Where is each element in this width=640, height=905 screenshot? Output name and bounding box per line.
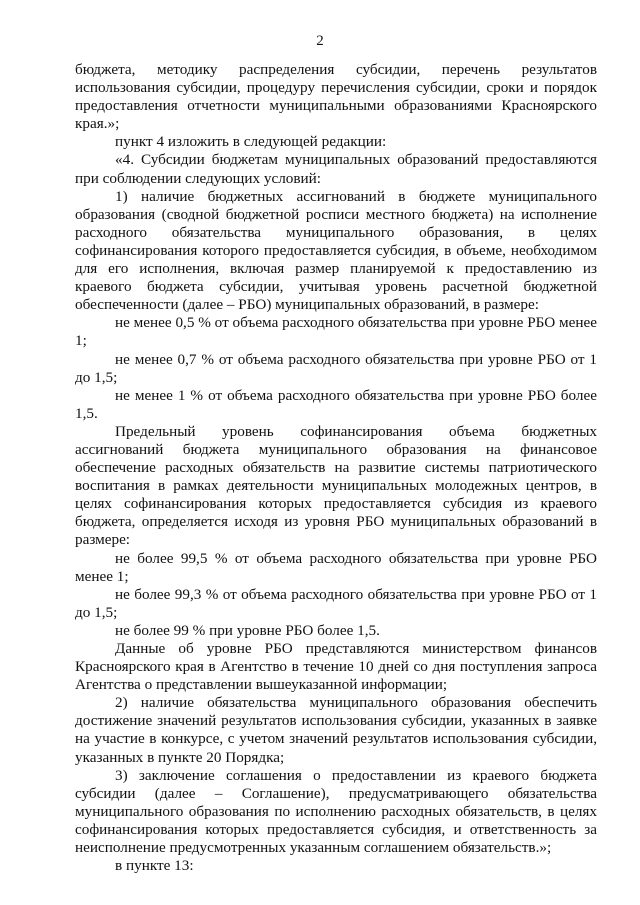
paragraph: не менее 0,7 % от объема расходного обязательства при уровне РБО от 1 до 1,5; bbox=[75, 350, 597, 386]
page-number: 2 bbox=[316, 33, 324, 49]
paragraph: в пункте 13: bbox=[115, 857, 194, 875]
paragraph: пункт 4 изложить в следующей редакции: bbox=[115, 133, 387, 151]
document-body bbox=[75, 61, 597, 875]
paragraph: 1) наличие бюджетных ассигнований в бюджете муниципального образования (сводной бюджетной росписи местного бюджета) на исполнение расходного обязательства муниципального образования, в целях софинансирования которого предоставляется субсидия, в объеме, необходимом для его исполнения, включая размер планируемой к предоставлению из краевого бюджета субсидии, учитывая уровень расчетной бюджетной обеспеченности (далее – РБО) муниципальных образований, в размере: bbox=[75, 187, 597, 314]
paragraph: не менее 1 % от объема расходного обязательства при уровне РБО более 1,5. bbox=[75, 386, 597, 422]
paragraph: не более 99 % при уровне РБО более 1,5. bbox=[115, 621, 380, 639]
paragraph: не более 99,5 % от объема расходного обязательства при уровне РБО менее 1; bbox=[75, 549, 597, 585]
paragraph: 2) наличие обязательства муниципального образования обеспечить достижение значений результатов использования субсидии, указанных в заявке на участие в конкурсе, с учетом значений результатов использования субсидии, указанных в пункте 20 Порядка; bbox=[75, 694, 597, 766]
paragraph: Данные об уровне РБО представляются министерством финансов Красноярского края в Агентство в течение 10 дней со дня поступления запроса Агентства о представлении вышеуказанной информации; bbox=[75, 640, 597, 694]
paragraph: не более 99,3 % от объема расходного обязательства при уровне РБО от 1 до 1,5; bbox=[75, 585, 597, 621]
paragraph: бюджета, методику распределения субсидии, перечень результатов использования субсидии, процедуру перечисления субсидии, сроки и порядок предоставления отчетности муниципальными образованиями Красноярского края.»; bbox=[75, 61, 597, 133]
paragraph: «4. Субсидии бюджетам муниципальных образований предоставляются при соблюдении следующих условий: bbox=[75, 151, 597, 187]
paragraph: Предельный уровень софинансирования объема бюджетных ассигнований бюджета муниципального образования на финансовое обеспечение расходных обязательств на развитие системы патриотического воспитания в рамках деятельности муниципальных молодежных центров, в целях софинансирования которых предоставляется субсидия из краевого бюджета, определяется исходя из уровня РБО муниципальных образований в размере: bbox=[75, 422, 597, 549]
paragraph: 3) заключение соглашения о предоставлении из краевого бюджета субсидии (далее – Соглашение), предусматривающего обязательства муниципального образования по исполнению расходных обязательств, в целях софинансирования которых предоставляется субсидия, и ответственность за неисполнение предусмотренных указанным соглашением обязательств.»; bbox=[75, 766, 597, 857]
paragraph: не менее 0,5 % от объема расходного обязательства при уровне РБО менее 1; bbox=[75, 314, 597, 350]
